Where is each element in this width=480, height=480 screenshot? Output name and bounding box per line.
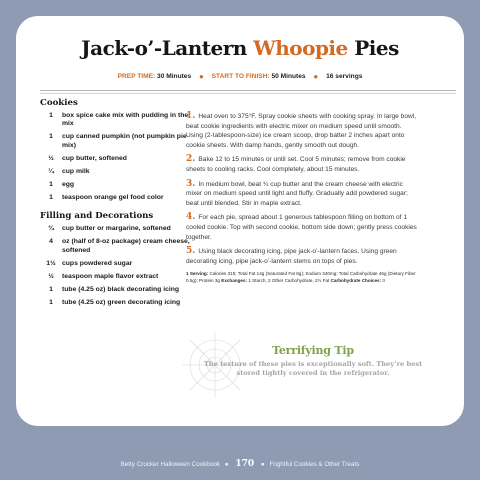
- ingredient-text: teaspoon orange gel food color: [62, 193, 164, 201]
- ingredient-text: teaspoon maple flavor extract: [62, 272, 159, 280]
- ingredient-item: [40, 112, 190, 129]
- exchanges-text: 1 Starch, 2 Other Carbohydrate, 2½ Fat: [248, 278, 330, 284]
- title-part-2: Pies: [347, 36, 399, 60]
- meta-separator: ●: [198, 72, 204, 81]
- direction-step: [186, 247, 420, 266]
- footer-separator: ●: [260, 461, 265, 468]
- tip-body: The texture of these pies is exceptionally soft. They’re best stored tightly covered in the refrigerator.: [203, 360, 423, 377]
- step-text: For each pie, spread about 1 generous tablespoon filling on bottom of 1 cooled cookie. Top with second cookie, bottom side down; gently press cookies together.: [186, 214, 417, 241]
- title-part-1: Jack-o’-Lantern: [81, 36, 254, 60]
- step-number: 4.: [186, 212, 196, 223]
- footer-separator: ●: [224, 461, 229, 468]
- servings: 16 servings: [326, 73, 363, 80]
- ingredient-quantity: 1: [49, 133, 53, 141]
- book-title: Betty Crocker Halloween Cookbook: [120, 461, 221, 468]
- ingredient-quantity: ¾: [48, 225, 54, 233]
- step-text: Heat oven to 375°F. Spray cookie sheets with cooking spray. In large bowl, beat cookie ingredients with electric mixer on medium speed until smooth. Using (2-tablespoon-size) ice cream scoop, drop batter 2 inches apart onto cookie sheets. With damp hands, gently smooth out dough.: [186, 113, 417, 149]
- ingredient-quantity: 1: [49, 298, 53, 306]
- title-divider: [40, 90, 456, 91]
- ingredient-item: [40, 260, 190, 268]
- ingredient-item: [40, 299, 190, 307]
- meta-separator: ●: [313, 72, 319, 81]
- chapter-title: Frightful Cookies & Other Treats: [269, 461, 360, 468]
- direction-step: [186, 155, 420, 174]
- exchanges-label: Exchanges:: [221, 278, 248, 284]
- ingredient-text: tube (4.25 oz) green decorating icing: [62, 298, 181, 306]
- step-text: In medium bowl, beat ¾ cup butter and the cream cheese with electric mixer on medium speed until light and fluffy. Gradually add powdered sugar; beat until blended. Stir in maple extract.: [186, 180, 408, 207]
- ingredient-text: tube (4.25 oz) black decorating icing: [62, 285, 180, 293]
- ingredient-item: [40, 238, 190, 255]
- prep-time-value: 30 Minutes: [157, 73, 192, 80]
- step-text: Using black decorating icing, pipe jack-o’-lantern faces. Using green decorating icing, pipe jack-o’-lantern stems on tops of pies.: [186, 248, 397, 265]
- cookies-heading: Cookies: [40, 98, 78, 108]
- ingredient-quantity: ¼: [48, 167, 54, 175]
- ingredient-text: cup butter, softened: [62, 154, 127, 162]
- recipe-title: [16, 36, 464, 60]
- direction-step: [186, 213, 420, 242]
- ingredient-text: egg: [62, 180, 75, 188]
- page-footer: [0, 459, 480, 469]
- start-to-finish-value: 50 Minutes: [271, 73, 306, 80]
- ingredient-item: [40, 168, 190, 176]
- title-highlight: Whoopie: [253, 36, 348, 60]
- ingredient-quantity: 4: [49, 238, 53, 246]
- tip-box: [203, 344, 423, 378]
- ingredient-text: cup butter or margarine, softened: [62, 225, 171, 233]
- carb-choices-label: Carbohydrate Choices:: [330, 278, 382, 284]
- ingredient-item: [40, 225, 190, 233]
- ingredient-quantity: ½: [48, 154, 54, 162]
- recipe-meta: [16, 71, 464, 80]
- serving-label: 1 Serving:: [186, 271, 209, 277]
- ingredient-item: [40, 286, 190, 294]
- step-number: 3.: [186, 178, 196, 189]
- steps-list: [186, 112, 420, 266]
- ingredient-text: cups powdered sugar: [62, 259, 133, 267]
- filling-heading: Filling and Decorations: [40, 211, 154, 222]
- ingredient-quantity: 1: [49, 112, 53, 119]
- cookies-list: [40, 112, 190, 202]
- ingredient-quantity: 1: [49, 180, 53, 188]
- start-to-finish-label: START TO FINISH:: [211, 73, 270, 80]
- ingredient-quantity: ½: [48, 272, 54, 280]
- direction-step: [186, 112, 420, 150]
- ingredient-item: [40, 273, 190, 281]
- step-number: 1.: [186, 111, 196, 121]
- directions-column: [186, 112, 420, 285]
- serving-text: Calories 315; Total Fat 14g (Saturated Fat 8g); Sodium 340mg; Total Carbohydrate 46g (Dietary Fiber 0.5g); Protein 3g: [186, 271, 416, 284]
- ingredient-text: cup milk: [62, 167, 90, 175]
- page-number: 170: [235, 459, 255, 469]
- filling-list: [40, 225, 190, 307]
- step-number: 5.: [186, 246, 196, 257]
- ingredient-quantity: 1: [49, 285, 53, 293]
- ingredient-quantity: 1½: [46, 259, 56, 267]
- direction-step: [186, 180, 420, 209]
- ingredient-text: box spice cake mix with pudding in the mix: [62, 112, 189, 128]
- ingredient-text: cup canned pumpkin (not pumpkin pie mix): [62, 133, 187, 149]
- ingredient-item: [40, 181, 190, 189]
- ingredients-column: [40, 98, 190, 312]
- ingredient-item: [40, 194, 190, 202]
- step-number: 2.: [186, 154, 196, 165]
- step-text: Bake 12 to 15 minutes or until set. Cool 5 minutes; remove from cookie sheets to cooling racks. Cool completely, about 15 minutes.: [186, 156, 406, 173]
- carb-choices-value: 3: [382, 278, 385, 284]
- ingredient-item: [40, 133, 190, 150]
- tip-heading: Terrifying Tip: [272, 344, 354, 357]
- ingredient-quantity: 1: [49, 193, 53, 201]
- prep-time-label: PREP TIME:: [117, 73, 156, 80]
- ingredient-text: oz (half of 8-oz package) cream cheese, softened: [62, 238, 190, 254]
- ingredient-item: [40, 155, 190, 163]
- nutrition-info: [186, 271, 420, 285]
